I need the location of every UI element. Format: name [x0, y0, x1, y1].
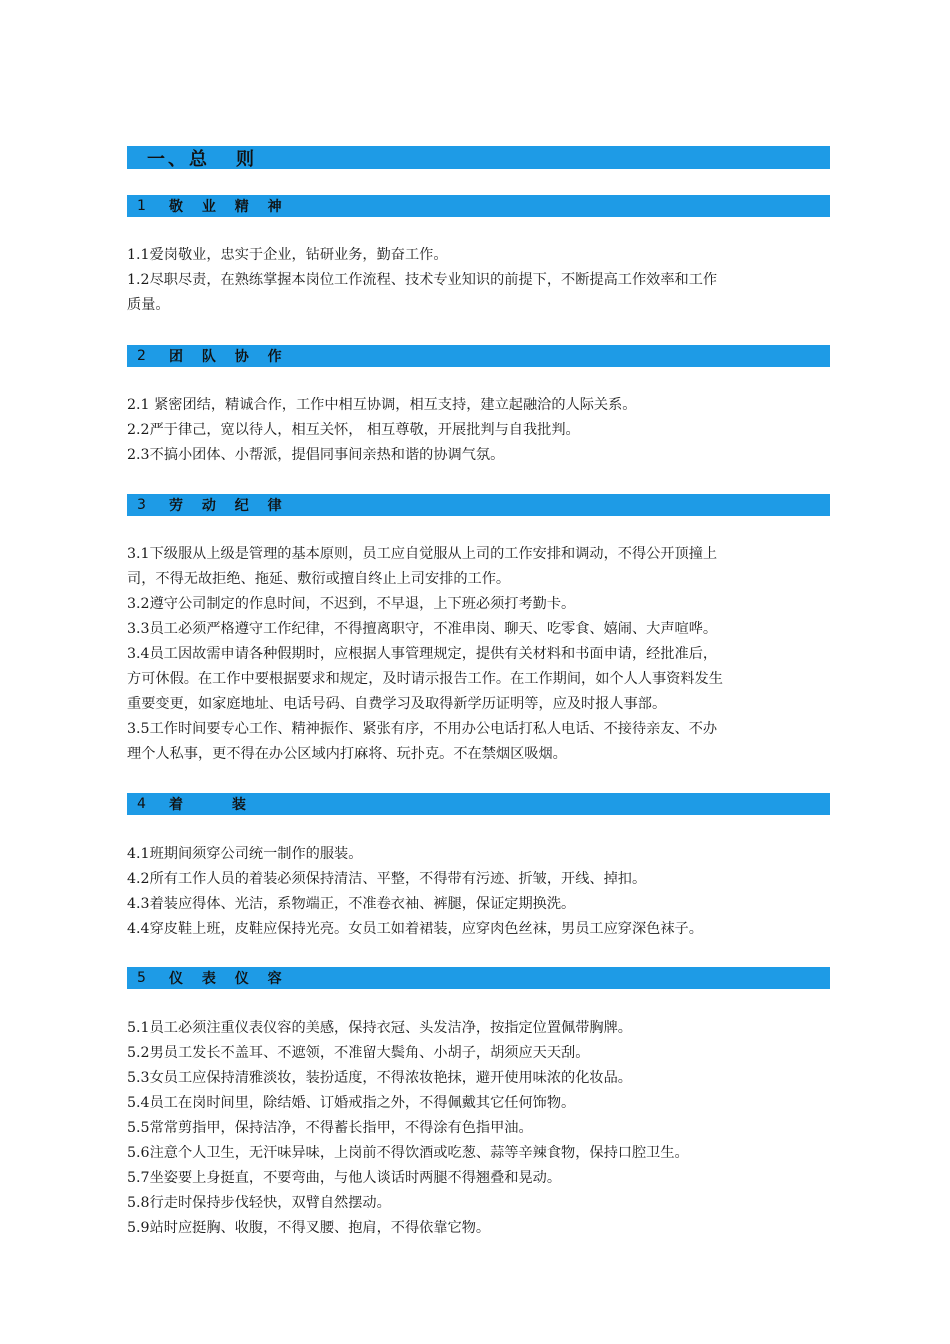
section-body-4	[127, 842, 832, 942]
paragraph-line: 2.1 紧密团结，精诚合作，工作中相互协调，相互支持，建立起融洽的人际关系。	[127, 397, 637, 413]
paragraph-line: 5.7坐姿要上身挺直，不要弯曲，与他人谈话时两腿不得翘叠和晃动。	[127, 1170, 562, 1186]
section-header-3	[127, 494, 830, 516]
paragraph-line: 司，不得无故拒绝、拖延、敷衍或擅自终止上司安排的工作。	[127, 571, 511, 587]
paragraph-line: 3.2遵守公司制定的作息时间，不迟到，不早退，上下班必须打考勤卡。	[127, 596, 576, 612]
paragraph-line: 3.1下级服从上级是管理的基本原则，员工应自觉服从上司的工作安排和调动，不得公开顶撞上	[127, 546, 718, 562]
paragraph-line: 3.4员工因故需申请各种假期时，应根据人事管理规定，提供有关材料和书面申请，经批准后，	[127, 646, 718, 662]
section-body-5	[127, 1016, 832, 1241]
paragraph-line: 2.3不搞小团体、小帮派，提倡同事间亲热和谐的协调气氛。	[127, 447, 505, 463]
section-label: 劳 动 纪 律	[169, 498, 289, 514]
paragraph-line: 4.2所有工作人员的着装必须保持清洁、平整，不得带有污迹、折皱，开线、掉扣。	[127, 871, 647, 887]
paragraph-line: 重要变更，如家庭地址、电话号码、自费学习及取得新学历证明等，应及时报人事部。	[127, 696, 667, 712]
paragraph-line: 2.2严于律己，宽以待人，相互关怀， 相互尊敬，开展批判与自我批判。	[127, 422, 580, 438]
paragraph-line: 4.4穿皮鞋上班，皮鞋应保持光亮。女员工如着裙装，应穿肉色丝袜，男员工应穿深色袜子。	[127, 921, 703, 937]
paragraph-line: 1.2尽职尽责，在熟练掌握本岗位工作流程、技术专业知识的前提下，不断提高工作效率和工作	[127, 272, 718, 288]
section-label: 仪 表 仪 容	[169, 971, 289, 987]
paragraph-line: 4.3着装应得体、光洁，系物端正，不准卷衣袖、裤腿，保证定期换洗。	[127, 896, 576, 912]
paragraph-line: 3.5工作时间要专心工作、精神振作、紧张有序，不用办公电话打私人电话、不接待亲友、不办	[127, 721, 718, 737]
section-number: 4	[137, 796, 146, 812]
section-header-5	[127, 967, 830, 989]
paragraph-line: 5.3女员工应保持清雅淡妆，装扮适度，不得浓妆艳抹，避开使用味浓的化妆品。	[127, 1070, 632, 1086]
chapter-title-part1: 一、总	[147, 148, 210, 170]
section-header-1	[127, 195, 830, 217]
section-number: 2	[137, 348, 146, 364]
section-number: 3	[137, 497, 146, 513]
section-body-2	[127, 393, 832, 468]
paragraph-line: 5.1员工必须注重仪表仪容的美感，保持衣冠、头发洁净，按指定位置佩带胸牌。	[127, 1020, 632, 1036]
section-header-4	[127, 793, 830, 815]
section-label: 敬 业 精 神	[169, 199, 289, 215]
paragraph-line: 5.6注意个人卫生，无汗味异味，上岗前不得饮酒或吃葱、蒜等辛辣食物，保持口腔卫生。	[127, 1145, 689, 1161]
chapter-title-bar	[127, 146, 830, 169]
paragraph-line: 4.1班期间须穿公司统一制作的服装。	[127, 846, 363, 862]
paragraph-line: 5.8行走时保持步伐轻快，双臂自然摆动。	[127, 1195, 391, 1211]
section-body-1	[127, 243, 832, 318]
section-label: 着 装	[169, 797, 268, 813]
paragraph-line: 1.1爱岗敬业，忠实于企业，钻研业务，勤奋工作。	[127, 247, 448, 263]
paragraph-line: 5.2男员工发长不盖耳、不遮领，不准留大鬓角、小胡子，胡须应天天刮。	[127, 1045, 590, 1061]
paragraph-line: 3.3员工必须严格遵守工作纪律，不得擅离职守，不准串岗、聊天、吃零食、嬉闹、大声喧哗。	[127, 621, 718, 637]
paragraph-line: 质量。	[127, 297, 170, 313]
section-label: 团 队 协 作	[169, 349, 289, 365]
chapter-title-part2: 则	[236, 148, 257, 170]
paragraph-line: 5.4员工在岗时间里，除结婚、订婚戒指之外，不得佩戴其它任何饰物。	[127, 1095, 576, 1111]
section-header-2	[127, 345, 830, 367]
paragraph-line: 理个人私事，更不得在办公区域内打麻将、玩扑克。不在禁烟区吸烟。	[127, 746, 567, 762]
paragraph-line: 5.9站时应挺胸、收腹，不得叉腰、抱肩，不得依靠它物。	[127, 1220, 491, 1236]
section-number: 5	[137, 970, 146, 986]
section-number: 1	[137, 198, 146, 214]
paragraph-line: 5.5常常剪指甲，保持洁净，不得蓄长指甲，不得涂有色指甲油。	[127, 1120, 533, 1136]
section-body-3	[127, 542, 832, 767]
paragraph-line: 方可休假。在工作中要根据要求和规定，及时请示报告工作。在工作期间，如个人人事资料发生	[127, 671, 723, 687]
